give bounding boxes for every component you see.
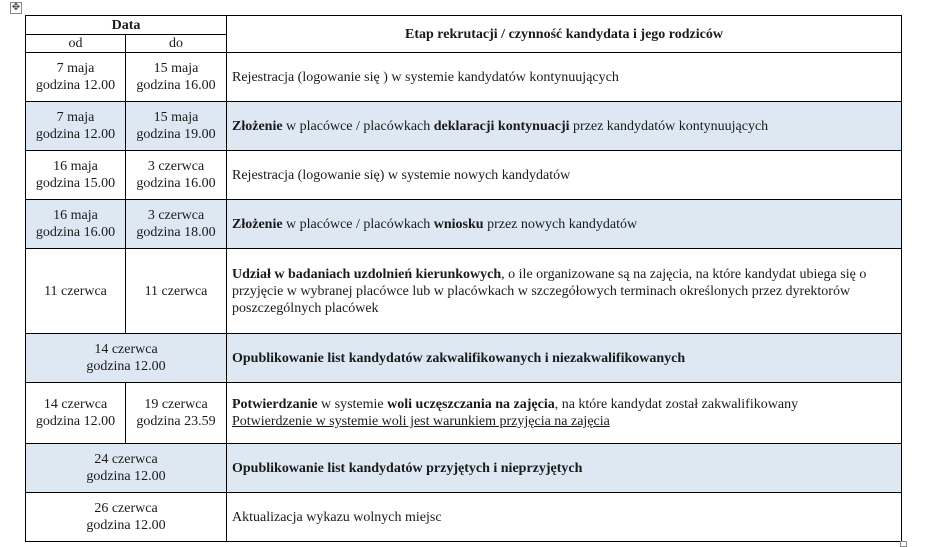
description-text: deklaracji kontynuacji (433, 118, 570, 134)
date-text: godzina 23.59 (136, 414, 216, 429)
table-row (26, 53, 902, 102)
date-to-cell (126, 102, 227, 151)
date-text: godzina 12.00 (35, 127, 116, 142)
date-text: 14 czerwca (94, 342, 158, 357)
stage-description (227, 334, 902, 383)
date-text: 14 czerwca (43, 397, 108, 412)
date-text: godzina 12.00 (86, 518, 166, 533)
description-text: Opublikowanie list kandydatów zakwalifikowanych i niezakwalifikowanych (232, 350, 686, 366)
description-text: , o ile organizowane są na zajęcia, na które kandydat ubiega się o przyjęcie w wybranej placówce lub w placówkach w szczegółowych terminach określonych przez dyrektorów poszczególnych placówek (232, 266, 867, 316)
stage-description (227, 444, 902, 493)
date-text: 7 maja (56, 61, 95, 76)
date-from-cell (26, 102, 126, 151)
date-to-cell (126, 151, 227, 200)
date-text: godzina 16.00 (136, 176, 216, 191)
date-text: godzina 12.00 (86, 469, 166, 484)
date-text: godzina 12.00 (35, 414, 116, 429)
date-text: 7 maja (56, 110, 95, 125)
description-text: w placówce / placówkach (282, 118, 434, 134)
stage-description (227, 53, 902, 102)
table-row (26, 151, 902, 200)
stage-description (227, 151, 902, 200)
table-row (26, 249, 902, 334)
date-text: 3 czerwca (147, 208, 205, 223)
description-text: Złożenie (232, 118, 283, 134)
date-to-cell (126, 53, 227, 102)
table-row (26, 493, 902, 542)
description-text: Rejestracja (logowanie się ) w systemie kandydatów kontynuujących (232, 69, 619, 85)
date-text: 11 czerwca (44, 283, 107, 299)
description-text: woli uczęszczania na zajęcia (387, 397, 555, 412)
date-cell (26, 444, 227, 493)
date-text: 16 maja (53, 208, 98, 223)
date-cell (26, 493, 227, 542)
description-text: wniosku (433, 216, 484, 232)
description-text: Udział w badaniach uzdolnień kierunkowych (232, 266, 502, 282)
description-text: , na które kandydat został zakwalifikowany (554, 397, 799, 412)
date-text: godzina 12.00 (86, 359, 166, 374)
date-text: 16 maja (53, 159, 98, 174)
date-to-cell (126, 383, 227, 444)
date-text: 15 maja (153, 61, 199, 76)
date-text: godzina 15.00 (35, 176, 116, 191)
date-to-cell (126, 200, 227, 249)
date-text: godzina 16.00 (35, 225, 116, 240)
date-text: 26 czerwca (94, 501, 158, 516)
description-text: Aktualizacja wykazu wolnych miejsc (232, 509, 442, 525)
stage-description (227, 200, 902, 249)
header-data: Data (26, 16, 227, 35)
date-from-cell (26, 200, 126, 249)
description-text: Opublikowanie list kandydatów przyjętych i nieprzyjętych (232, 460, 583, 476)
table-row (26, 334, 902, 383)
recruitment-schedule-table (25, 15, 902, 542)
description-text: Rejestracja (logowanie się) w systemie nowych kandydatów (232, 167, 571, 183)
date-from-cell (26, 383, 126, 444)
date-text: godzina 19.00 (136, 127, 216, 142)
date-to-cell (126, 249, 227, 334)
date-from-cell (26, 53, 126, 102)
date-text: 3 czerwca (147, 159, 205, 174)
date-cell (26, 334, 227, 383)
stage-description (227, 102, 902, 151)
table-move-icon[interactable]: ✥ (11, 2, 21, 13)
header-do: do (126, 35, 227, 53)
table-row (26, 102, 902, 151)
stage-description (227, 249, 902, 334)
date-text: 15 maja (153, 110, 199, 125)
table-resize-handle[interactable] (900, 541, 907, 547)
table-row (26, 200, 902, 249)
date-text: 11 czerwca (144, 283, 208, 299)
date-text: godzina 12.00 (35, 78, 116, 93)
description-text: Potwierdzenie w systemie woli jest warunkiem przyjęcia na zajęcia (232, 414, 610, 429)
table-row (26, 383, 902, 444)
description-text: Złożenie (232, 216, 283, 232)
date-text: 19 czerwca (144, 397, 208, 412)
date-from-cell (26, 249, 126, 334)
stage-description (227, 493, 902, 542)
date-text: godzina 18.00 (136, 225, 216, 240)
description-text: przez nowych kandydatów (483, 216, 638, 232)
header-stage: Etap rekrutacji / czynność kandydata i jego rodziców (227, 16, 902, 53)
stage-description (227, 383, 902, 444)
description-text: w placówce / placówkach (282, 216, 434, 232)
date-text: 24 czerwca (94, 452, 158, 467)
description-text: przez kandydatów kontynuujących (569, 118, 769, 134)
description-text: w systemie (317, 397, 388, 412)
date-text: godzina 16.00 (136, 78, 216, 93)
table-row (26, 444, 902, 493)
date-from-cell (26, 151, 126, 200)
header-od: od (26, 35, 126, 53)
schedule-body (26, 53, 902, 542)
description-text: Potwierdzanie (232, 397, 318, 412)
